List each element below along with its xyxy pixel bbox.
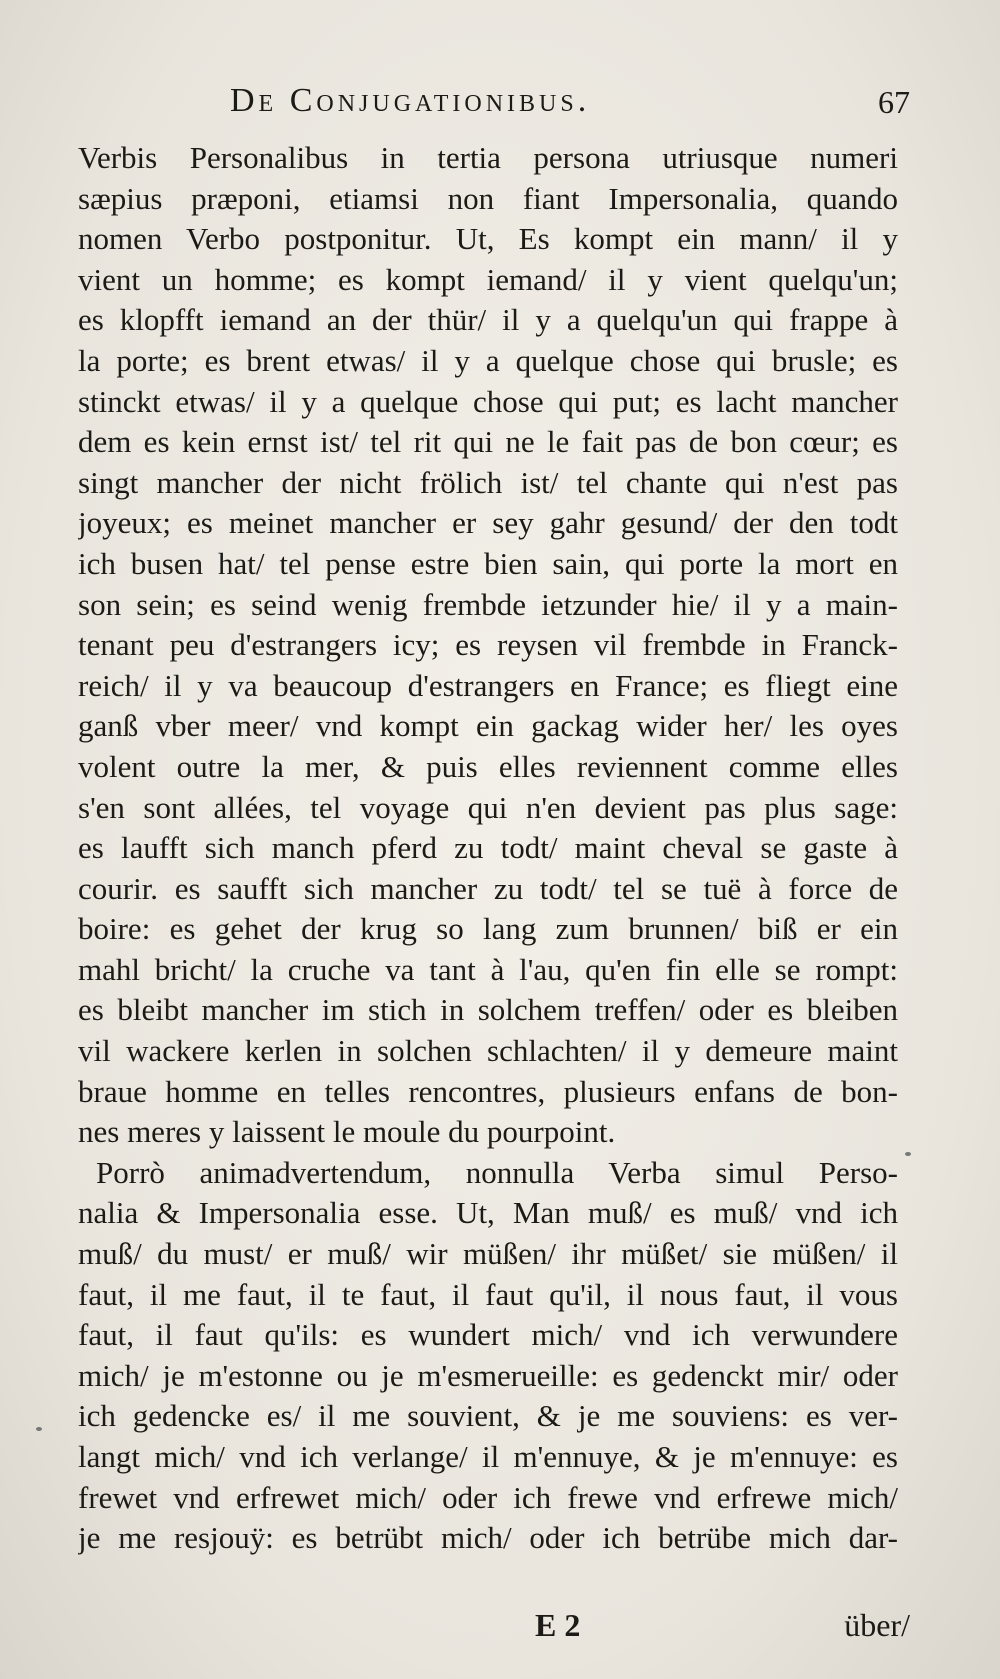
text-line: frewet vnd erfrewet mich/ oder ich frewe vnd erfrewe mich/ — [78, 1479, 898, 1515]
catchword: über/ — [844, 1607, 910, 1643]
text-line: singt mancher der nicht frölich ist/ tel chante qui n'est pas — [78, 464, 898, 500]
text-line: faut, il faut qu'ils: es wundert mich/ vnd ich verwundere — [78, 1317, 898, 1353]
text-line: ich gedencke es/ il me souvient, & je me souviens: es ver- — [78, 1398, 898, 1434]
text-line: nomen Verbo postponitur. Ut, Es kompt ein mann/ il y — [78, 221, 898, 257]
text-line: Porrò animadvertendum, nonnulla Verba simul Perso- — [96, 1154, 898, 1190]
text-line: la porte; es brent etwas/ il y a quelque chose qui brusle; es — [78, 342, 898, 378]
text-line: es bleibt mancher im stich in solchem treffen/ oder es bleiben — [78, 992, 898, 1028]
text-line: braue homme en telles rencontres, plusieurs enfans de bon- — [78, 1073, 898, 1109]
text-line: langt mich/ vnd ich verlange/ il m'ennuye, & je m'ennuye: es — [78, 1439, 898, 1474]
body-text — [78, 138, 898, 1559]
text-line: s'en sont allées, tel voyage qui n'en devient pas plus sage: — [78, 789, 898, 825]
text-line: stinckt etwas/ il y a quelque chose qui put; es lacht mancher — [78, 383, 898, 419]
text-line: es klopfft iemand an der thür/ il y a quelqu'un qui frappe à — [78, 302, 898, 338]
ink-speck — [905, 1152, 911, 1156]
text-line: je me resjouÿ: es betrübt mich/ oder ich betrübe mich dar- — [78, 1520, 898, 1556]
ink-speck — [36, 1427, 42, 1431]
signature-mark: E 2 — [535, 1607, 581, 1643]
text-line: ich busen hat/ tel pense estre bien sain, qui porte la mort en — [78, 545, 898, 581]
text-line: vient un homme; es kompt iemand/ il y vient quelqu'un; — [78, 261, 898, 297]
text-line: boire: es gehet der krug so lang zum brunnen/ biß er ein — [78, 911, 898, 947]
text-line: courir. es saufft sich mancher zu todt/ tel se tuë à force de — [78, 870, 898, 906]
text-line: volent outre la mer, & puis elles reviennent comme elles — [78, 748, 898, 784]
text-line: son sein; es seind wenig frembde ietzunder hie/ il y a main- — [78, 586, 898, 622]
text-line: sæpius præponi, etiamsi non fiant Impersonalia, quando — [78, 180, 898, 216]
text-line: faut, il me faut, il te faut, il faut qu'il, il nous faut, il vous — [78, 1276, 898, 1312]
text-line: mich/ je m'estonne ou je m'esmerueille: es gedenckt mir/ oder — [78, 1357, 898, 1393]
text-line: reich/ il y va beaucoup d'estrangers en France; es fliegt eine — [78, 667, 898, 703]
text-line: muß/ du must/ er muß/ wir müßen/ ihr müßet/ sie müßen/ il — [78, 1236, 898, 1272]
text-line: nes meres y laissent le moule du pourpoint. — [78, 1114, 616, 1150]
text-line: mahl bricht/ la cruche va tant à l'au, qu'en fin elle se rompt: — [78, 951, 898, 987]
page-number: 67 — [878, 84, 910, 120]
text-line: ganß vber meer/ vnd kompt ein gackag wider her/ les oyes — [78, 708, 898, 744]
running-title: De Conjugationibus. — [230, 82, 591, 119]
text-line: nalia & Impersonalia esse. Ut, Man muß/ es muß/ vnd ich — [78, 1195, 898, 1231]
text-line: dem es kein ernst ist/ tel rit qui ne le fait pas de bon cœur; es — [78, 424, 898, 460]
text-line: Verbis Personalibus in tertia persona utriusque numeri — [78, 140, 898, 175]
page-footer — [80, 1607, 910, 1647]
text-line: tenant peu d'estrangers icy; es reysen vil frembde in Franck- — [78, 627, 898, 663]
text-line: vil wackere kerlen in solchen schlachten/ il y demeure maint — [78, 1033, 898, 1069]
text-line: joyeux; es meinet mancher er sey gahr gesund/ der den todt — [78, 505, 898, 541]
text-line: es laufft sich manch pferd zu todt/ maint cheval se gaste à — [78, 830, 898, 866]
page-header — [80, 82, 910, 122]
